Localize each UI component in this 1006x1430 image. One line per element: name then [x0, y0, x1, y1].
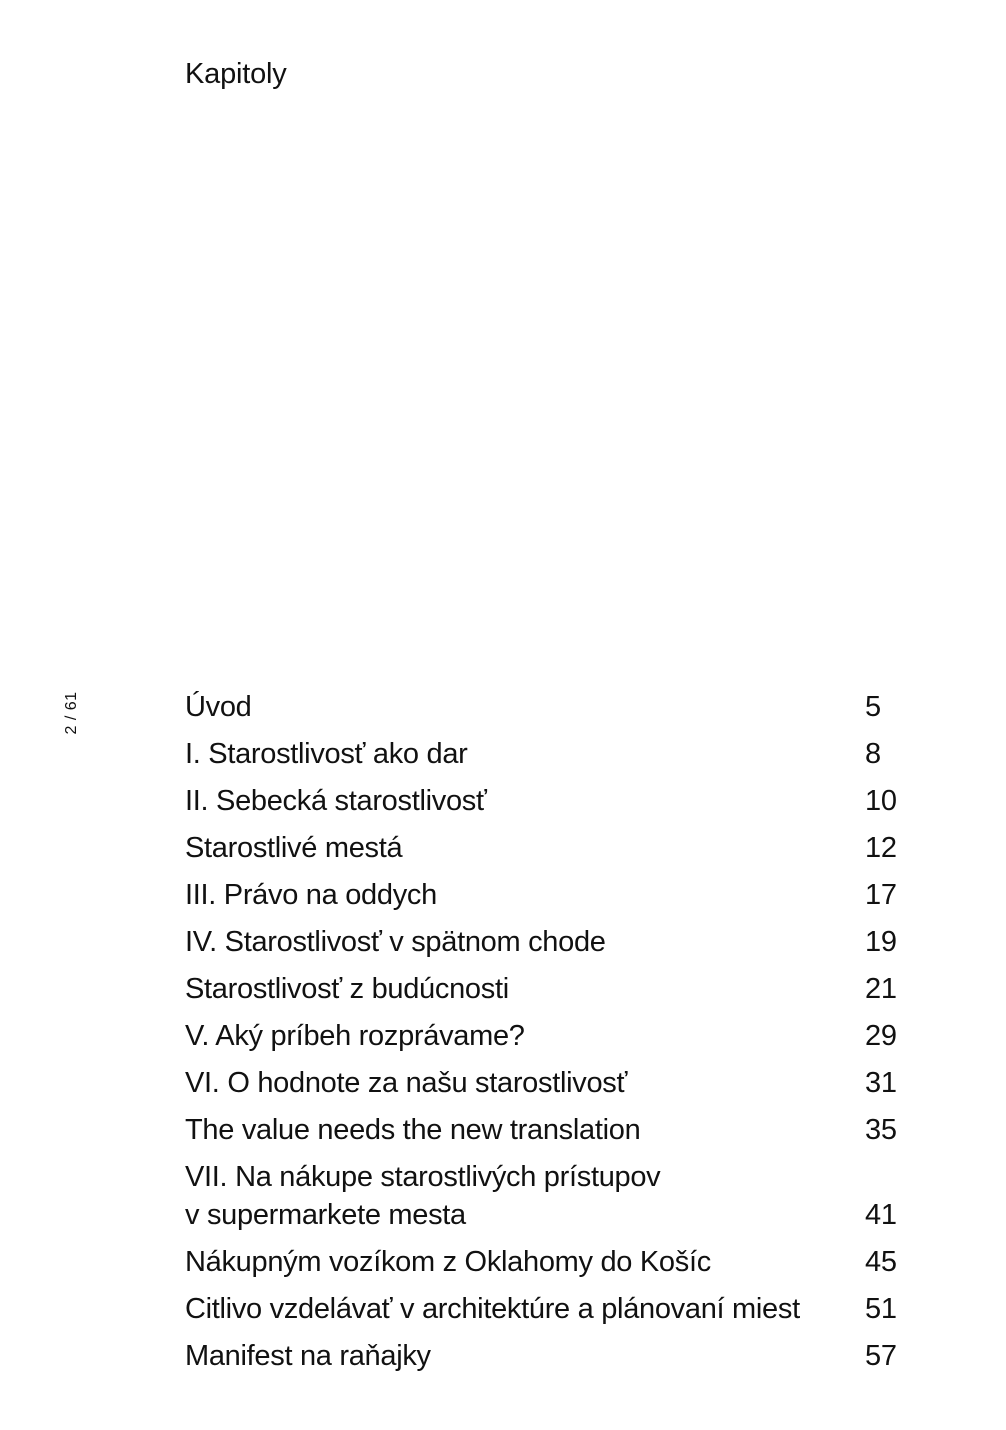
- toc-entry-page: 17: [865, 879, 897, 911]
- toc-entry-page: 41: [865, 1199, 897, 1231]
- table-of-contents: [185, 684, 905, 1380]
- toc-entry-chapter-1[interactable]: [185, 731, 905, 778]
- toc-entry-starostlivost-z-buducnosti[interactable]: [185, 966, 905, 1013]
- toc-entry-uvod[interactable]: [185, 684, 905, 731]
- toc-entry-page: 29: [865, 1020, 897, 1052]
- toc-entry-title: Starostlivosť z budúcnosti: [185, 973, 509, 1005]
- toc-entry-title: IV. Starostlivosť v spätnom chode: [185, 926, 606, 958]
- toc-entry-page: 45: [865, 1246, 897, 1278]
- toc-entry-chapter-3[interactable]: [185, 872, 905, 919]
- toc-entry-title: Úvod: [185, 691, 252, 723]
- toc-entry-chapter-7[interactable]: [185, 1154, 905, 1239]
- toc-entry-page: 31: [865, 1067, 897, 1099]
- toc-entry-page: 12: [865, 832, 897, 864]
- toc-entry-starostlive-mesta[interactable]: [185, 825, 905, 872]
- page-title: Kapitoly: [185, 58, 287, 90]
- toc-entry-title: III. Právo na oddych: [185, 879, 437, 911]
- toc-entry-nakupnym-vozikom[interactable]: [185, 1239, 905, 1286]
- toc-entry-page: 35: [865, 1114, 897, 1146]
- toc-entry-page: 19: [865, 926, 897, 958]
- toc-entry-title: I. Starostlivosť ako dar: [185, 738, 468, 770]
- toc-entry-value-translation[interactable]: [185, 1107, 905, 1154]
- page-number-indicator: 2 / 61: [63, 691, 80, 735]
- toc-entry-page: 8: [865, 738, 881, 770]
- toc-entry-chapter-6[interactable]: [185, 1060, 905, 1107]
- toc-entry-title: Nákupným vozíkom z Oklahomy do Košíc: [185, 1246, 711, 1278]
- toc-entry-chapter-5[interactable]: [185, 1013, 905, 1060]
- toc-entry-title: Starostlivé mestá: [185, 832, 403, 864]
- toc-entry-manifest[interactable]: [185, 1333, 905, 1380]
- toc-entry-title: The value needs the new translation: [185, 1114, 641, 1146]
- toc-entry-page: 10: [865, 785, 897, 817]
- toc-entry-title: Manifest na raňajky: [185, 1340, 431, 1372]
- toc-entry-title: Citlivo vzdelávať v architektúre a plánovaní miest: [185, 1293, 800, 1325]
- toc-entry-title: VII. Na nákupe starostlivých prístupov v supermarkete mesta: [185, 1161, 661, 1231]
- toc-entry-page: 51: [865, 1293, 897, 1325]
- toc-entry-citlivo-vzdelavat[interactable]: [185, 1286, 905, 1333]
- toc-entry-title: V. Aký príbeh rozprávame?: [185, 1020, 525, 1052]
- toc-entry-title: II. Sebecká starostlivosť: [185, 785, 487, 817]
- toc-entry-page: 5: [865, 691, 881, 723]
- toc-entry-page: 21: [865, 973, 897, 1005]
- toc-entry-title: VI. O hodnote za našu starostlivosť: [185, 1067, 628, 1099]
- toc-entry-chapter-2[interactable]: [185, 778, 905, 825]
- toc-entry-page: 57: [865, 1340, 897, 1372]
- toc-entry-chapter-4[interactable]: [185, 919, 905, 966]
